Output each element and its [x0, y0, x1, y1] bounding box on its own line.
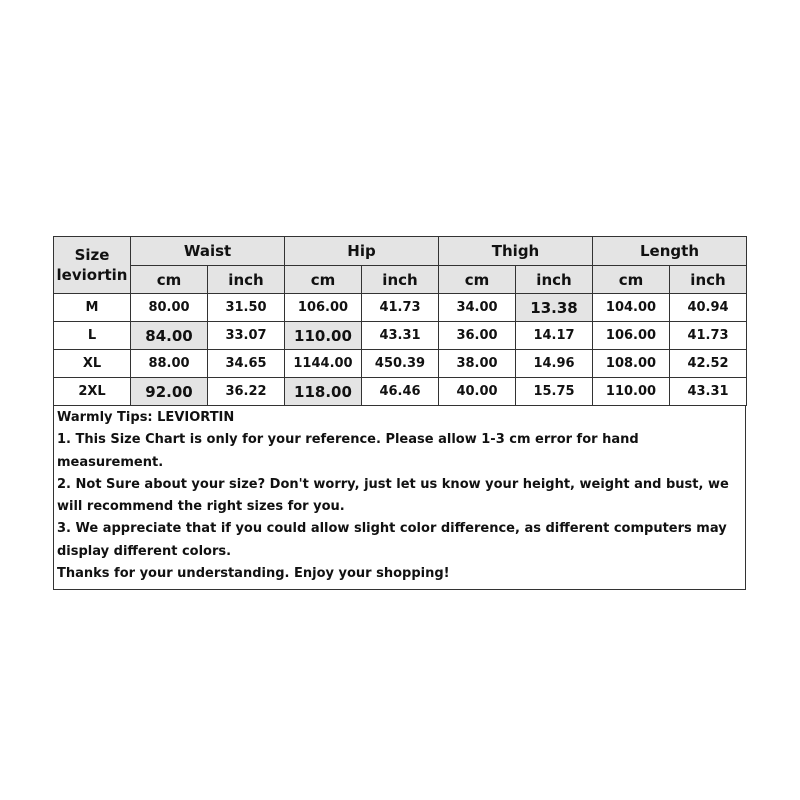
unit-header: cm: [131, 266, 208, 294]
table-cell: 110.00: [593, 378, 670, 406]
table-cell: 118.00: [285, 378, 362, 406]
table-cell: 92.00: [131, 378, 208, 406]
table-cell: 106.00: [593, 322, 670, 350]
size-header-label: Size: [74, 246, 110, 264]
table-cell: 33.07: [208, 322, 285, 350]
table-row: [54, 378, 747, 406]
table-cell: 40.94: [670, 294, 747, 322]
tip-closing: Thanks for your understanding. Enjoy your shopping!: [57, 566, 450, 582]
unit-header: inch: [208, 266, 285, 294]
table-cell: 15.75: [516, 378, 593, 406]
table-cell: 108.00: [593, 350, 670, 378]
table-row: [54, 350, 747, 378]
size-header-cell: [54, 237, 131, 294]
unit-header: inch: [670, 266, 747, 294]
unit-header: cm: [439, 266, 516, 294]
table-cell: 88.00: [131, 350, 208, 378]
table-cell: 43.31: [362, 322, 439, 350]
size-cell: M: [54, 294, 131, 322]
table-cell: 36.22: [208, 378, 285, 406]
table-cell: 40.00: [439, 378, 516, 406]
table-cell: 104.00: [593, 294, 670, 322]
unit-header: cm: [285, 266, 362, 294]
table-cell: 450.39: [362, 350, 439, 378]
length-header: Length: [593, 237, 747, 266]
tips-box: [53, 406, 746, 590]
table-cell: 43.31: [670, 378, 747, 406]
size-chart: [53, 236, 746, 590]
table-cell: 106.00: [285, 294, 362, 322]
brand-header-label: leviortin: [56, 266, 128, 284]
table-cell: 84.00: [131, 322, 208, 350]
size-cell: L: [54, 322, 131, 350]
tip-line: 1. This Size Chart is only for your reference. Please allow 1-3 cm error for hand measurement.: [57, 432, 639, 470]
tips-title: Warmly Tips: LEVIORTIN: [57, 410, 235, 425]
tip-line: 3. We appreciate that if you could allow slight color difference, as different computers may display different colors.: [57, 521, 727, 559]
table-cell: 1144.00: [285, 350, 362, 378]
size-table: [53, 236, 747, 406]
unit-header: cm: [593, 266, 670, 294]
table-cell: 42.52: [670, 350, 747, 378]
table-cell: 80.00: [131, 294, 208, 322]
thigh-header: Thigh: [439, 237, 593, 266]
table-row: [54, 322, 747, 350]
unit-header: inch: [362, 266, 439, 294]
table-cell: 110.00: [285, 322, 362, 350]
table-cell: 36.00: [439, 322, 516, 350]
table-cell: 34.65: [208, 350, 285, 378]
table-cell: 14.96: [516, 350, 593, 378]
size-cell: XL: [54, 350, 131, 378]
table-cell: 41.73: [670, 322, 747, 350]
table-cell: 13.38: [516, 294, 593, 322]
table-cell: 41.73: [362, 294, 439, 322]
table-cell: 31.50: [208, 294, 285, 322]
hip-header: Hip: [285, 237, 439, 266]
table-cell: 38.00: [439, 350, 516, 378]
table-cell: 46.46: [362, 378, 439, 406]
table-cell: 14.17: [516, 322, 593, 350]
size-cell: 2XL: [54, 378, 131, 406]
unit-header: inch: [516, 266, 593, 294]
table-row: [54, 294, 747, 322]
waist-header: Waist: [131, 237, 285, 266]
tip-line: 2. Not Sure about your size? Don't worry, just let us know your height, weight and bust, we will recommend the right sizes for you.: [57, 476, 729, 515]
table-cell: 34.00: [439, 294, 516, 322]
